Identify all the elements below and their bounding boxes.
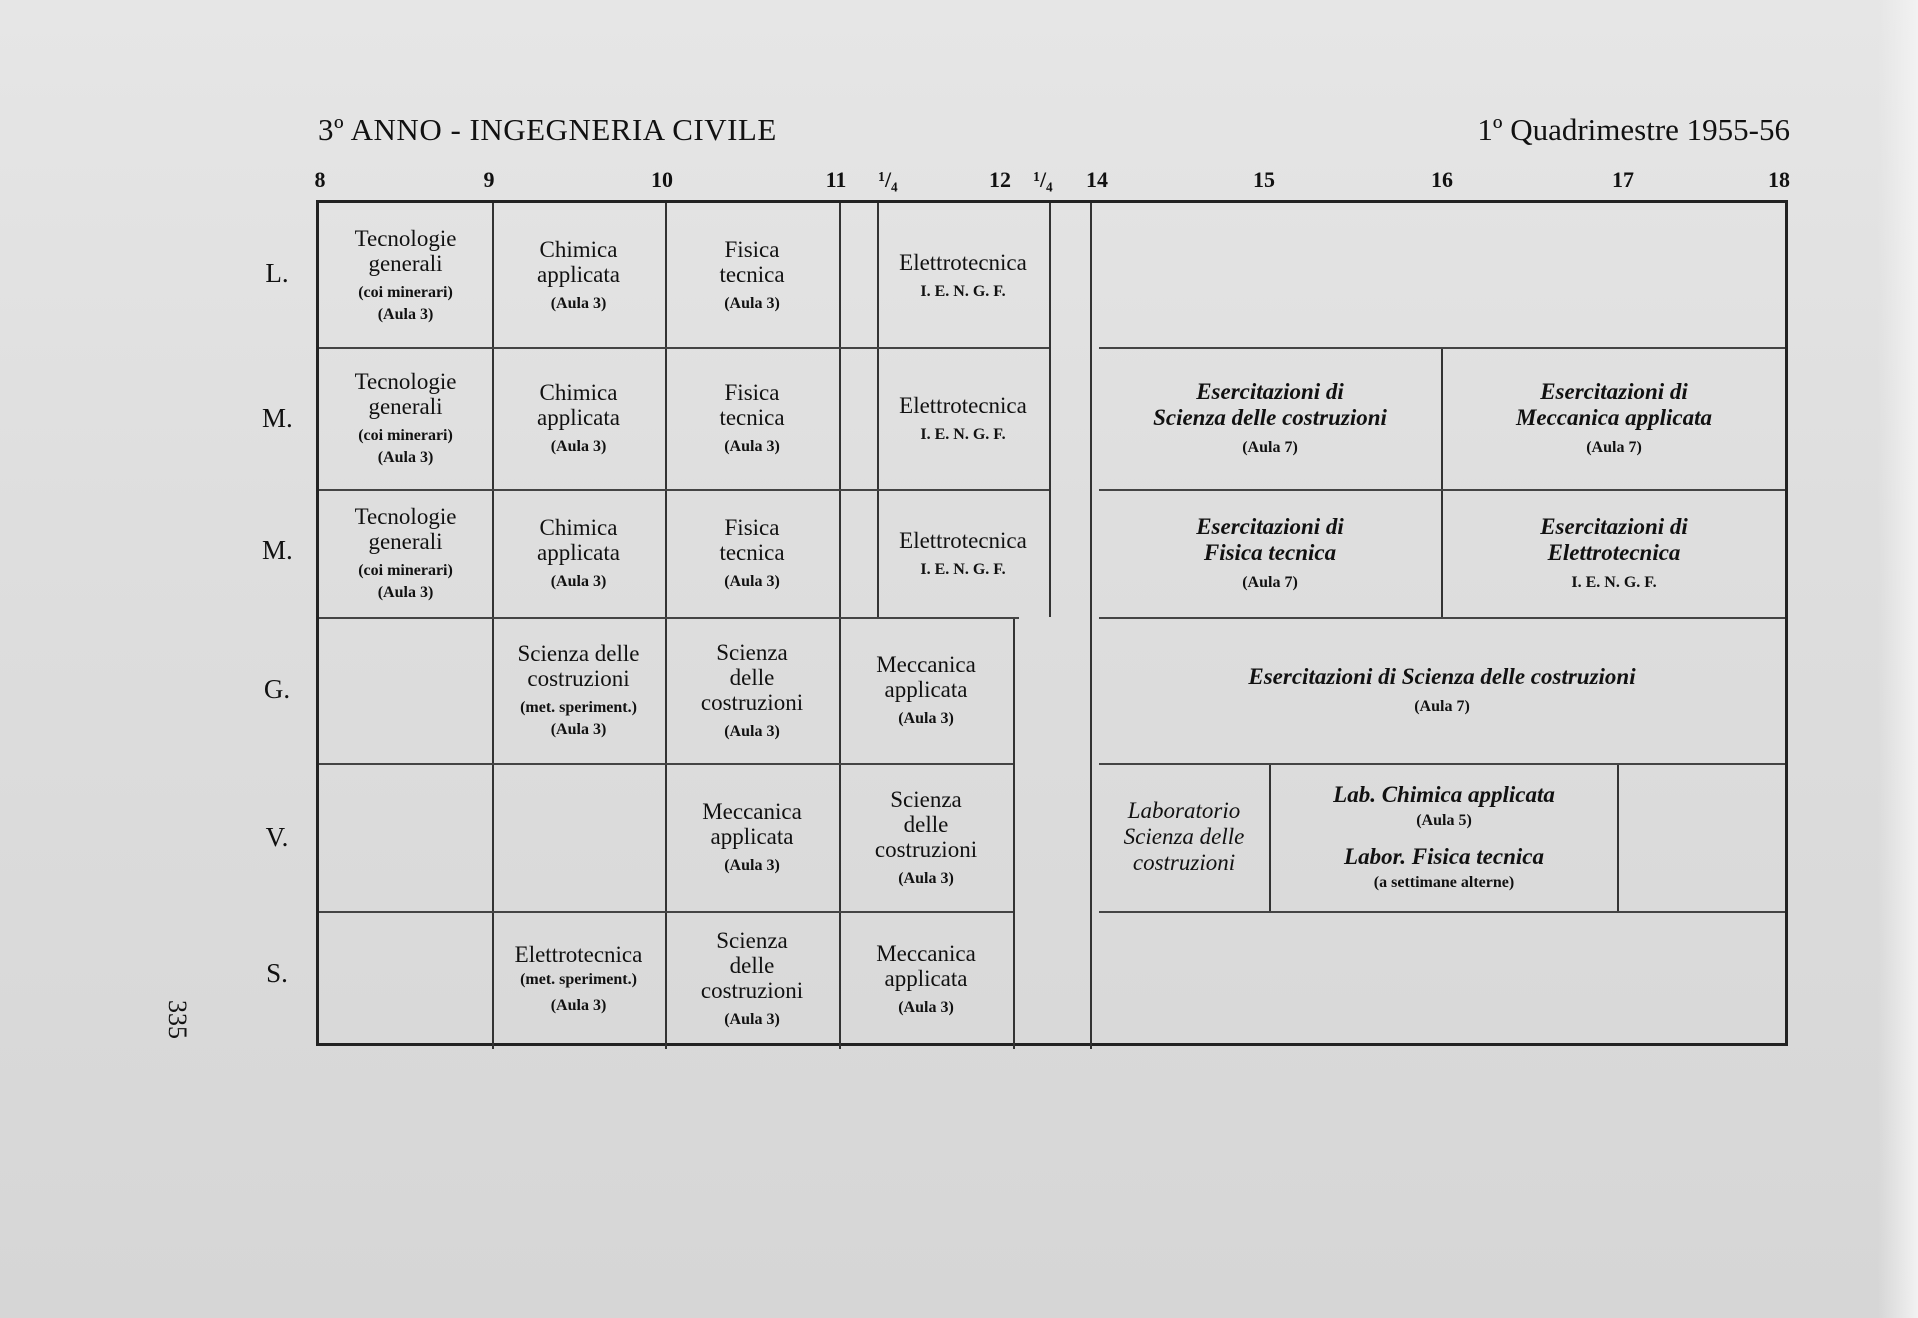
grid-line: [1013, 617, 1015, 1049]
day-label: V.: [265, 822, 289, 852]
grid-line: [1617, 763, 1619, 911]
timetable-cell: Fisica tecnica (Aula 3): [719, 237, 785, 312]
timetable-cell: Scienza delle costruzioni (met. speriment.) (Aula 3): [517, 641, 640, 738]
timetable-cell: Tecnologie generali (coi minerari) (Aula 3): [354, 369, 457, 466]
day-label: M.: [262, 403, 293, 433]
timetable-cell: Scienza delle costruzioni (Aula 3): [700, 928, 804, 1028]
hour-tick: 16: [1431, 167, 1453, 192]
hour-tick: 9: [483, 167, 495, 192]
hour-tick: 15: [1253, 167, 1275, 192]
timetable-grid: [316, 200, 1788, 1046]
hour-tick: 14: [1086, 167, 1108, 192]
timetable-cell: Fisica tecnica (Aula 3): [719, 380, 785, 455]
timetable-cell: Esercitazioni di Scienza delle costruzioni (Aula 7): [1248, 664, 1636, 715]
timetable-cell: Scienza delle costruzioni (Aula 3): [874, 786, 978, 887]
timetable-cell: Elettrotecnica I. E. N. G. F.: [899, 392, 1027, 443]
hour-tick: 11: [825, 167, 847, 192]
timetable-cell: Esercitazioni di Fisica tecnica (Aula 7): [1196, 514, 1344, 591]
timetable-cell: Elettrotecnica I. E. N. G. F.: [899, 527, 1027, 578]
timetable-cell: Chimica applicata (Aula 3): [536, 515, 620, 590]
timetable-cell: Meccanica applicata (Aula 3): [876, 652, 976, 727]
timetable-cell: Esercitazioni di Scienza delle costruzioni (Aula 7): [1153, 379, 1387, 456]
timetable-cell: Tecnologie generali (coi minerari) (Aula 3): [354, 504, 457, 601]
timetable-cell: Elettrotecnica I. E. N. G. F.: [899, 249, 1027, 300]
timetable-cell: Esercitazioni di Meccanica applicata (Aula 7): [1515, 379, 1713, 456]
hour-tick: 8: [314, 167, 326, 192]
grid-line: [1049, 203, 1051, 617]
day-label: S.: [266, 958, 288, 988]
term-label: 1º Quadrimestre 1955-56: [1477, 112, 1790, 147]
timetable-cell: Esercitazioni di Elettrotecnica I. E. N. G. F.: [1540, 514, 1688, 591]
hour-tick: ¹/₄: [878, 167, 898, 192]
day-label: M.: [262, 535, 293, 565]
scan-edge: [1878, 0, 1918, 1318]
timetable-cell: Laboratorio Scienza delle costruzioni: [1123, 798, 1245, 875]
timetable-cell: Chimica applicata (Aula 3): [536, 237, 620, 312]
day-label: L.: [265, 258, 289, 288]
timetable-cell: Chimica applicata (Aula 3): [536, 380, 620, 455]
hour-tick: 10: [651, 167, 673, 192]
grid-line: [1090, 203, 1092, 1049]
hour-tick: 18: [1768, 167, 1790, 192]
timetable-cell: Scienza delle costruzioni (Aula 3): [700, 639, 804, 740]
timetable-cell: Meccanica applicata (Aula 3): [702, 799, 802, 874]
hour-tick: ¹/₄: [1033, 167, 1053, 192]
timetable-cell: Lab. Chimica applicata (Aula 5) Labor. Fisica tecnica (a settimane alterne): [1333, 782, 1555, 891]
grid-line: [1099, 911, 1785, 913]
hour-tick: 17: [1612, 167, 1634, 192]
hour-tick: 12: [989, 167, 1011, 192]
day-label: G.: [263, 674, 291, 704]
timetable-cell: Tecnologie generali (coi minerari) (Aula 3): [354, 226, 457, 323]
page-number: 335: [163, 1000, 192, 1039]
timetable-cell: Elettrotecnica (met. speriment.) (Aula 3): [514, 942, 643, 1014]
timetable-cell: Fisica tecnica (Aula 3): [719, 515, 785, 590]
timetable-title: 3º ANNO - INGEGNERIA CIVILE: [318, 112, 777, 147]
timetable-cell: Meccanica applicata (Aula 3): [876, 940, 976, 1016]
